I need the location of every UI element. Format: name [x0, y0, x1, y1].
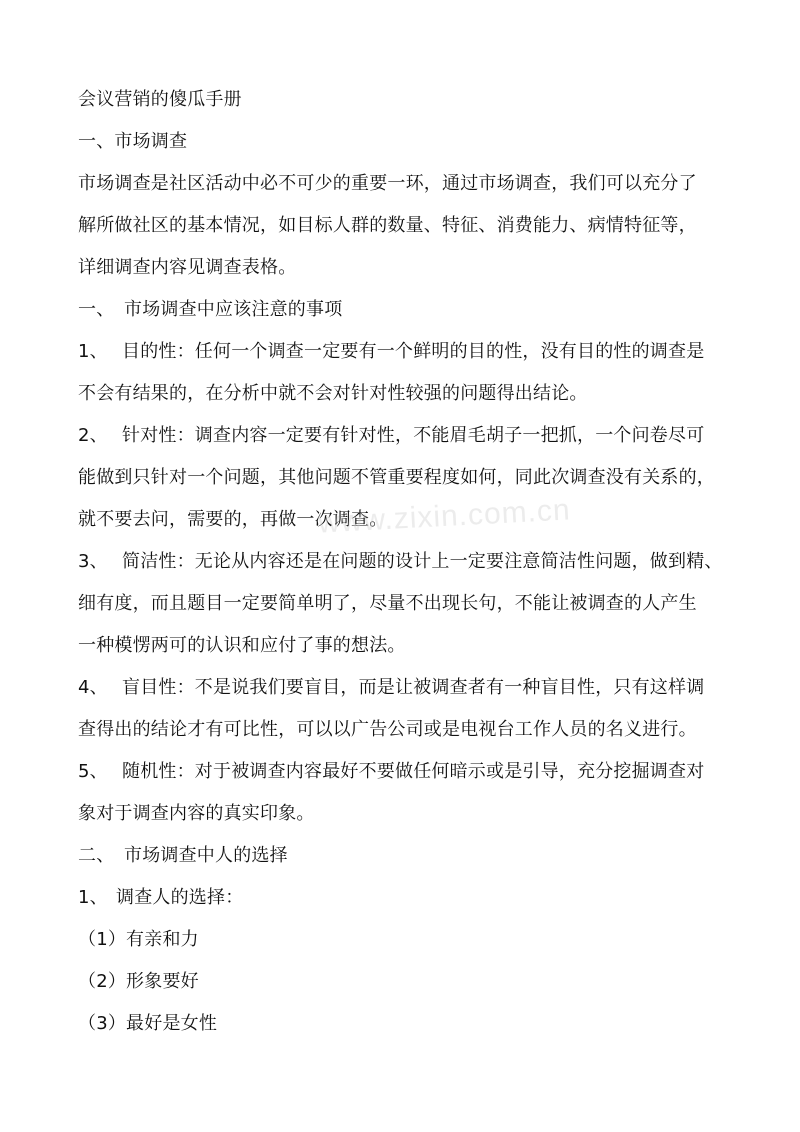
list-item-1-line-2: 不会有结果的，在分析中就不会对针对性较强的问题得出结论。: [78, 383, 588, 404]
list-item-text: 随机性：对于被调查内容最好不要做任何暗示或是引导，充分挖掘调查对: [122, 761, 705, 782]
list-item-number: 3、: [78, 551, 108, 572]
list-item-5-line-2: 象对于调查内容的真实印象。: [78, 803, 315, 824]
list-item-text: 针对性：调查内容一定要有针对性，不能眉毛胡子一把抓，一个问卷尽可: [122, 425, 705, 446]
list-item-number: 1、: [78, 341, 108, 362]
list-item-text: 简洁性：无论从内容还是在问题的设计上一定要注意简洁性问题，做到精、: [122, 551, 723, 572]
list-item-number: 2、: [78, 425, 108, 446]
list-item-text: 盲目性：不是说我们要盲目，而是让被调查者有一种盲目性，只有这样调: [122, 677, 705, 698]
criteria-item-3: （3）最好是女性: [78, 1013, 218, 1034]
subsection-marker: 一、: [78, 299, 115, 320]
criteria-item-1: （1）有亲和力: [78, 929, 199, 950]
list-item-3-line-2: 细有度，而且题目一定要简单明了，尽量不出现长句，不能让被调查的人产生: [78, 593, 697, 614]
list-item-number: 4、: [78, 677, 108, 698]
list-item-number: 1、: [78, 887, 108, 908]
list-item-2-line-3: 就不要去问，需要的，再做一次调查。: [78, 509, 388, 530]
list-item-2-line-1: [78, 424, 704, 448]
list-item-1-line-1: [78, 340, 704, 364]
list-item-4-line-1: [78, 676, 704, 700]
sub-item-surveyor-selection: [78, 886, 243, 910]
list-item-3-line-3: 一种模愣两可的认识和应付了事的想法。: [78, 635, 406, 656]
list-item-text: 调查人的选择：: [116, 887, 244, 908]
subsection-heading-people-selection: [78, 844, 288, 868]
list-item-number: 5、: [78, 761, 108, 782]
list-item-4-line-2: 查得出的结论才有可比性，可以以广告公司或是电视台工作人员的名义进行。: [78, 719, 697, 740]
document-title: 会议营销的傻瓜手册: [78, 89, 242, 110]
section-heading-market-survey: 一、市场调查: [78, 131, 188, 152]
watermark: www.zixin.com.cn: [317, 493, 572, 540]
intro-line-3: 详细调查内容见调查表格。: [78, 257, 297, 278]
intro-line-2: 解所做社区的基本情况，如目标人群的数量、特征、消费能力、病情特征等，: [78, 215, 697, 236]
intro-line-1: 市场调查是社区活动中必不可少的重要一环，通过市场调查，我们可以充分了: [78, 173, 697, 194]
list-item-2-line-2: 能做到只针对一个问题，其他问题不管重要程度如何，同此次调查没有关系的，: [78, 467, 715, 488]
subsection-marker: 二、: [78, 845, 115, 866]
list-item-3-line-1: [78, 550, 723, 574]
criteria-item-2: （2）形象要好: [78, 971, 199, 992]
subsection-title: 市场调查中人的选择: [124, 845, 288, 866]
subsection-heading-precautions: [78, 298, 342, 322]
subsection-title: 市场调查中应该注意的事项: [124, 299, 343, 320]
list-item-5-line-1: [78, 760, 704, 784]
list-item-text: 目的性：任何一个调查一定要有一个鲜明的目的性，没有目的性的调查是: [122, 341, 705, 362]
